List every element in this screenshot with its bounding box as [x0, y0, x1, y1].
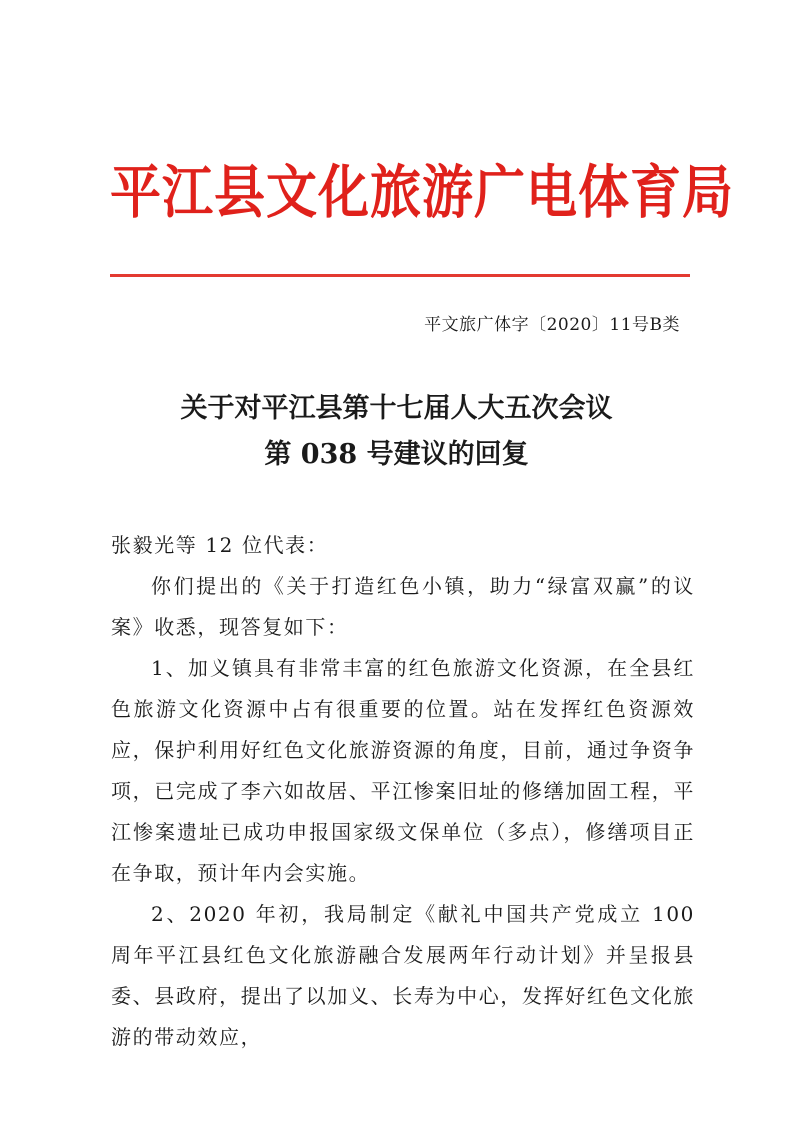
document-title	[100, 386, 693, 478]
body-paragraph-1: 1、加义镇具有非常丰富的红色旅游文化资源，在全县红色旅游文化资源中占有很重要的位置。站在发挥红色资源效应，保护利用好红色文化旅游资源的角度，目前，通过争资争项，已完成了李六如故居、平江惨案旧址的修缮加固工程，平江惨案遗址已成功申报国家级文保单位（多点），修缮项目正在争取，预计年内会实施。	[111, 656, 695, 885]
document-number: 平文旅广体字〔2020〕11号B类	[424, 315, 680, 335]
body-paragraph-intro: 你们提出的《关于打造红色小镇，助力“绿富双赢”的议案》收悉，现答复如下：	[111, 574, 695, 639]
document-body	[111, 525, 695, 1058]
title-line-1: 关于对平江县第十七届人大五次会议	[180, 393, 613, 424]
title-line-2: 第 038 号建议的回复	[264, 439, 529, 470]
body-paragraph-2: 2、2020 年初，我局制定《献礼中国共产党成立 100 周年平江县红色文化旅游融合发展两年行动计划》并呈报县委、县政府，提出了以加义、长寿为中心，发挥好红色文化旅游的带动效应，	[111, 902, 695, 1049]
agency-masthead: 平江县文化旅游广电体育局	[110, 159, 735, 227]
red-divider-line	[110, 274, 690, 277]
salutation: 张毅光等 12 位代表：	[111, 533, 329, 557]
